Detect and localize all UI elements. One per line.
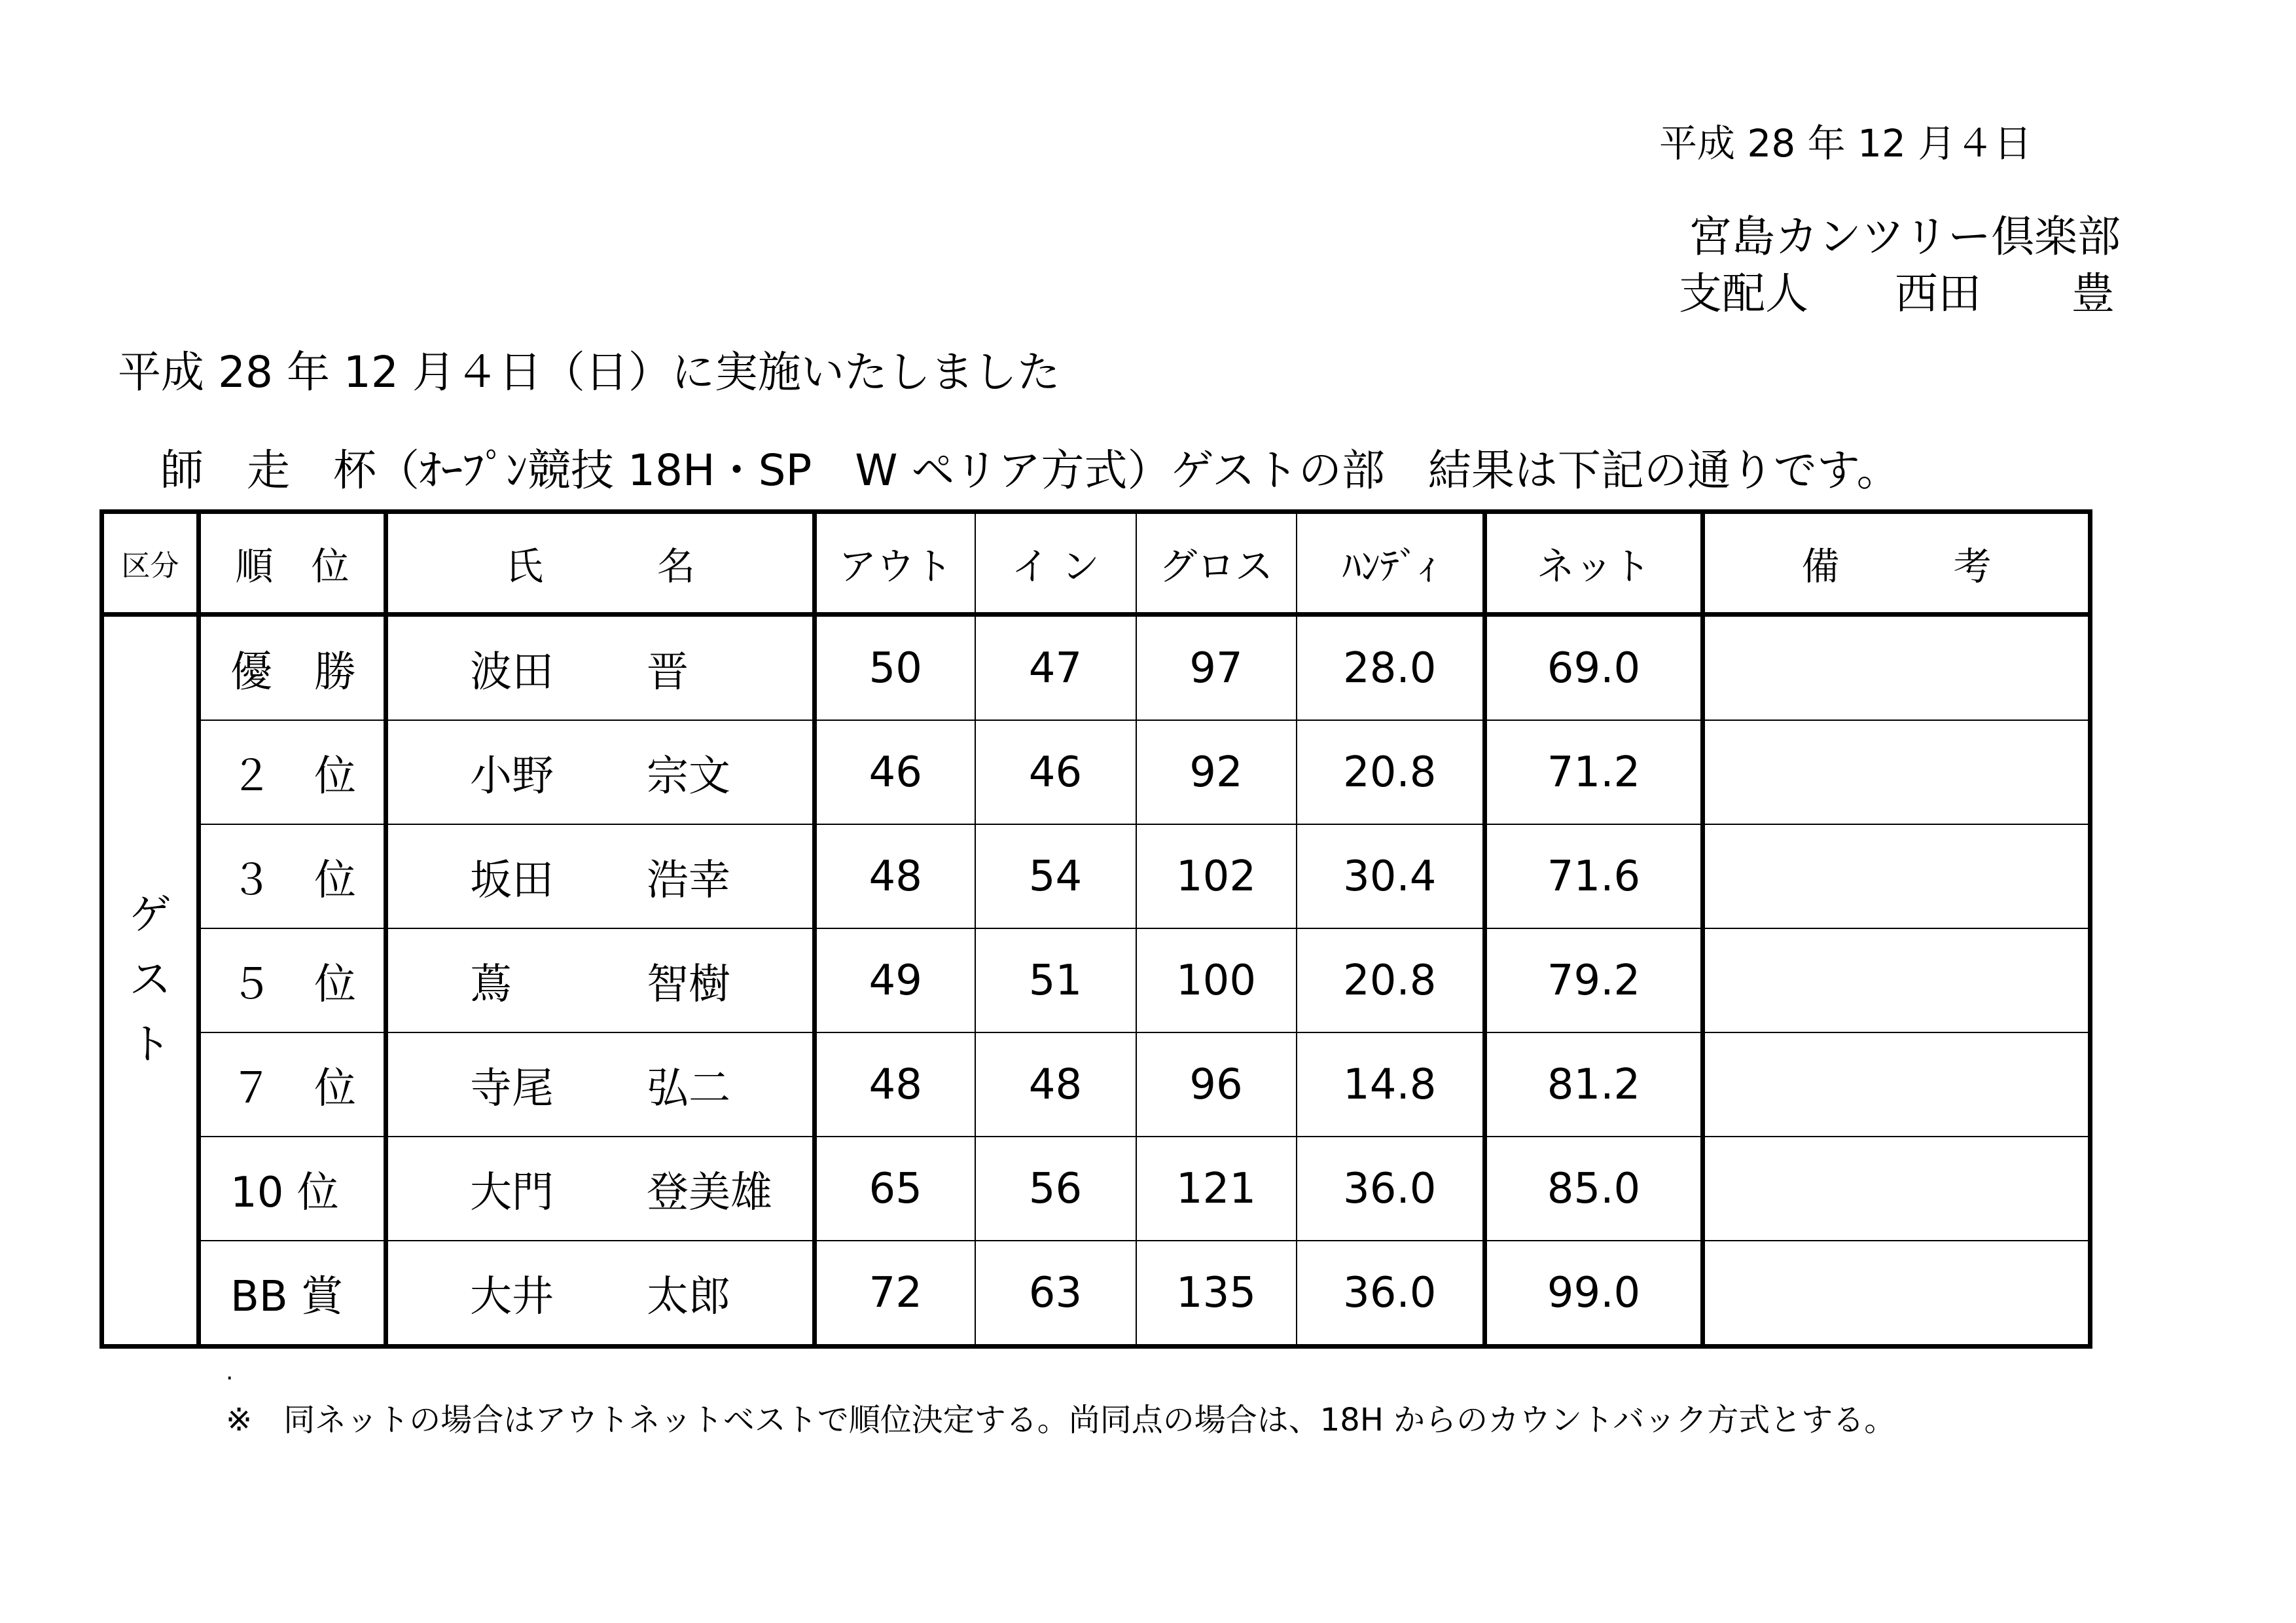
net-score-cell: 79.2	[1485, 928, 1703, 1032]
gross-score-cell: 121	[1136, 1137, 1297, 1241]
note-dot: .	[226, 1359, 234, 1385]
competition-headline: 師 走 杯（ｵｰﾌﾟﾝ競技 18H・SP W ペリア方式）ゲストの部 結果は下記の通りです。	[160, 445, 1900, 496]
category-char: ス	[129, 955, 171, 1004]
net-score-cell: 71.6	[1485, 824, 1703, 928]
given-name: 登美雄	[647, 1168, 772, 1217]
rank-cell: ５ 位	[199, 928, 386, 1032]
gross-score-cell: 100	[1136, 928, 1297, 1032]
table-row	[102, 1032, 2090, 1137]
out-score-cell: 50	[815, 615, 975, 721]
col-header-gross: グロス	[1136, 512, 1297, 615]
footnote: ※ 同ネットの場合はアウトネットベストで順位決定する。尚同点の場合は、18H からのカウントバック方式とする。	[226, 1402, 1896, 1438]
gross-score-cell: 92	[1136, 720, 1297, 824]
manager-family-name: 西田	[1895, 268, 1981, 319]
family-name: 蔦	[470, 960, 512, 1009]
handicap-cell: 36.0	[1297, 1241, 1485, 1347]
rank-cell: ７ 位	[199, 1032, 386, 1137]
family-name: 小野	[470, 752, 554, 801]
handicap-cell: 14.8	[1297, 1032, 1485, 1137]
out-score-cell: 72	[815, 1241, 975, 1347]
out-score-cell: 65	[815, 1137, 975, 1241]
remarks-cell	[1703, 1137, 2090, 1241]
net-score-cell: 71.2	[1485, 720, 1703, 824]
remarks-cell	[1703, 928, 2090, 1032]
out-score-cell: 49	[815, 928, 975, 1032]
in-score-cell: 47	[975, 615, 1136, 721]
remarks-cell	[1703, 720, 2090, 824]
handicap-cell: 28.0	[1297, 615, 1485, 721]
in-score-cell: 63	[975, 1241, 1136, 1347]
in-score-cell: 46	[975, 720, 1136, 824]
out-score-cell: 48	[815, 1032, 975, 1137]
document-date: 平成 28 年 12 月４日	[1659, 121, 2032, 166]
out-score-cell: 48	[815, 824, 975, 928]
gross-score-cell: 135	[1136, 1241, 1297, 1347]
category-cell	[102, 615, 199, 1347]
name-cell	[386, 1032, 815, 1137]
given-name: 晋	[647, 647, 689, 697]
table-row	[102, 1137, 2090, 1241]
gross-score-cell: 102	[1136, 824, 1297, 928]
given-name: 智樹	[647, 960, 730, 1009]
in-score-cell: 54	[975, 824, 1136, 928]
given-name: 弘二	[647, 1064, 730, 1113]
net-score-cell: 99.0	[1485, 1241, 1703, 1347]
given-name: 太郎	[647, 1272, 730, 1321]
handicap-cell: 20.8	[1297, 720, 1485, 824]
family-name: 大井	[470, 1272, 554, 1321]
manager-title: 支配人	[1679, 268, 1808, 319]
manager-signature	[1679, 259, 2124, 321]
col-header-remarks: 備 考	[1703, 512, 2090, 615]
table-row	[102, 720, 2090, 824]
gross-score-cell: 96	[1136, 1032, 1297, 1137]
col-header-rank: 順 位	[199, 512, 386, 615]
remarks-cell	[1703, 824, 2090, 928]
family-name: 坂田	[470, 856, 554, 905]
remarks-cell	[1703, 615, 2090, 721]
rank-cell: BB 賞	[199, 1241, 386, 1347]
intro-text: 平成 28 年 12 月４日（日）に実施いたしました	[118, 347, 1060, 397]
col-header-handicap: ﾊﾝﾃﾞｨ	[1297, 512, 1485, 615]
family-name: 波田	[470, 647, 554, 697]
name-cell	[386, 928, 815, 1032]
in-score-cell: 48	[975, 1032, 1136, 1137]
rank-cell: ３ 位	[199, 824, 386, 928]
out-score-cell: 46	[815, 720, 975, 824]
category-char: ト	[129, 1021, 171, 1070]
col-header-name: 氏 名	[386, 512, 815, 615]
handicap-cell: 20.8	[1297, 928, 1485, 1032]
manager-given-name: 豊	[2072, 268, 2115, 319]
rank-cell: 優 勝	[199, 615, 386, 721]
club-name: 宮島カンツリー倶楽部	[1689, 211, 2121, 262]
col-header-category: 区分	[102, 512, 199, 615]
family-name: 寺尾	[470, 1064, 554, 1113]
results-table	[99, 509, 2092, 1349]
table-header-row	[102, 512, 2090, 615]
in-score-cell: 56	[975, 1137, 1136, 1241]
family-name: 大門	[470, 1168, 554, 1217]
rank-cell: 10 位	[199, 1137, 386, 1241]
name-cell	[386, 720, 815, 824]
given-name: 宗文	[647, 752, 730, 801]
table-row	[102, 1241, 2090, 1347]
given-name: 浩幸	[647, 856, 730, 905]
net-score-cell: 69.0	[1485, 615, 1703, 721]
net-score-cell: 85.0	[1485, 1137, 1703, 1241]
table-row	[102, 928, 2090, 1032]
net-score-cell: 81.2	[1485, 1032, 1703, 1137]
table-row	[102, 615, 2090, 721]
handicap-cell: 30.4	[1297, 824, 1485, 928]
table-row	[102, 824, 2090, 928]
col-header-net: ネット	[1485, 512, 1703, 615]
category-char: ゲ	[129, 890, 171, 939]
handicap-cell: 36.0	[1297, 1137, 1485, 1241]
results-body	[102, 615, 2090, 1347]
rank-cell: ２ 位	[199, 720, 386, 824]
name-cell	[386, 1137, 815, 1241]
gross-score-cell: 97	[1136, 615, 1297, 721]
name-cell	[386, 1241, 815, 1347]
name-cell	[386, 824, 815, 928]
remarks-cell	[1703, 1241, 2090, 1347]
col-header-out: アウト	[815, 512, 975, 615]
col-header-in: イ ン	[975, 512, 1136, 615]
name-cell	[386, 615, 815, 721]
in-score-cell: 51	[975, 928, 1136, 1032]
remarks-cell	[1703, 1032, 2090, 1137]
